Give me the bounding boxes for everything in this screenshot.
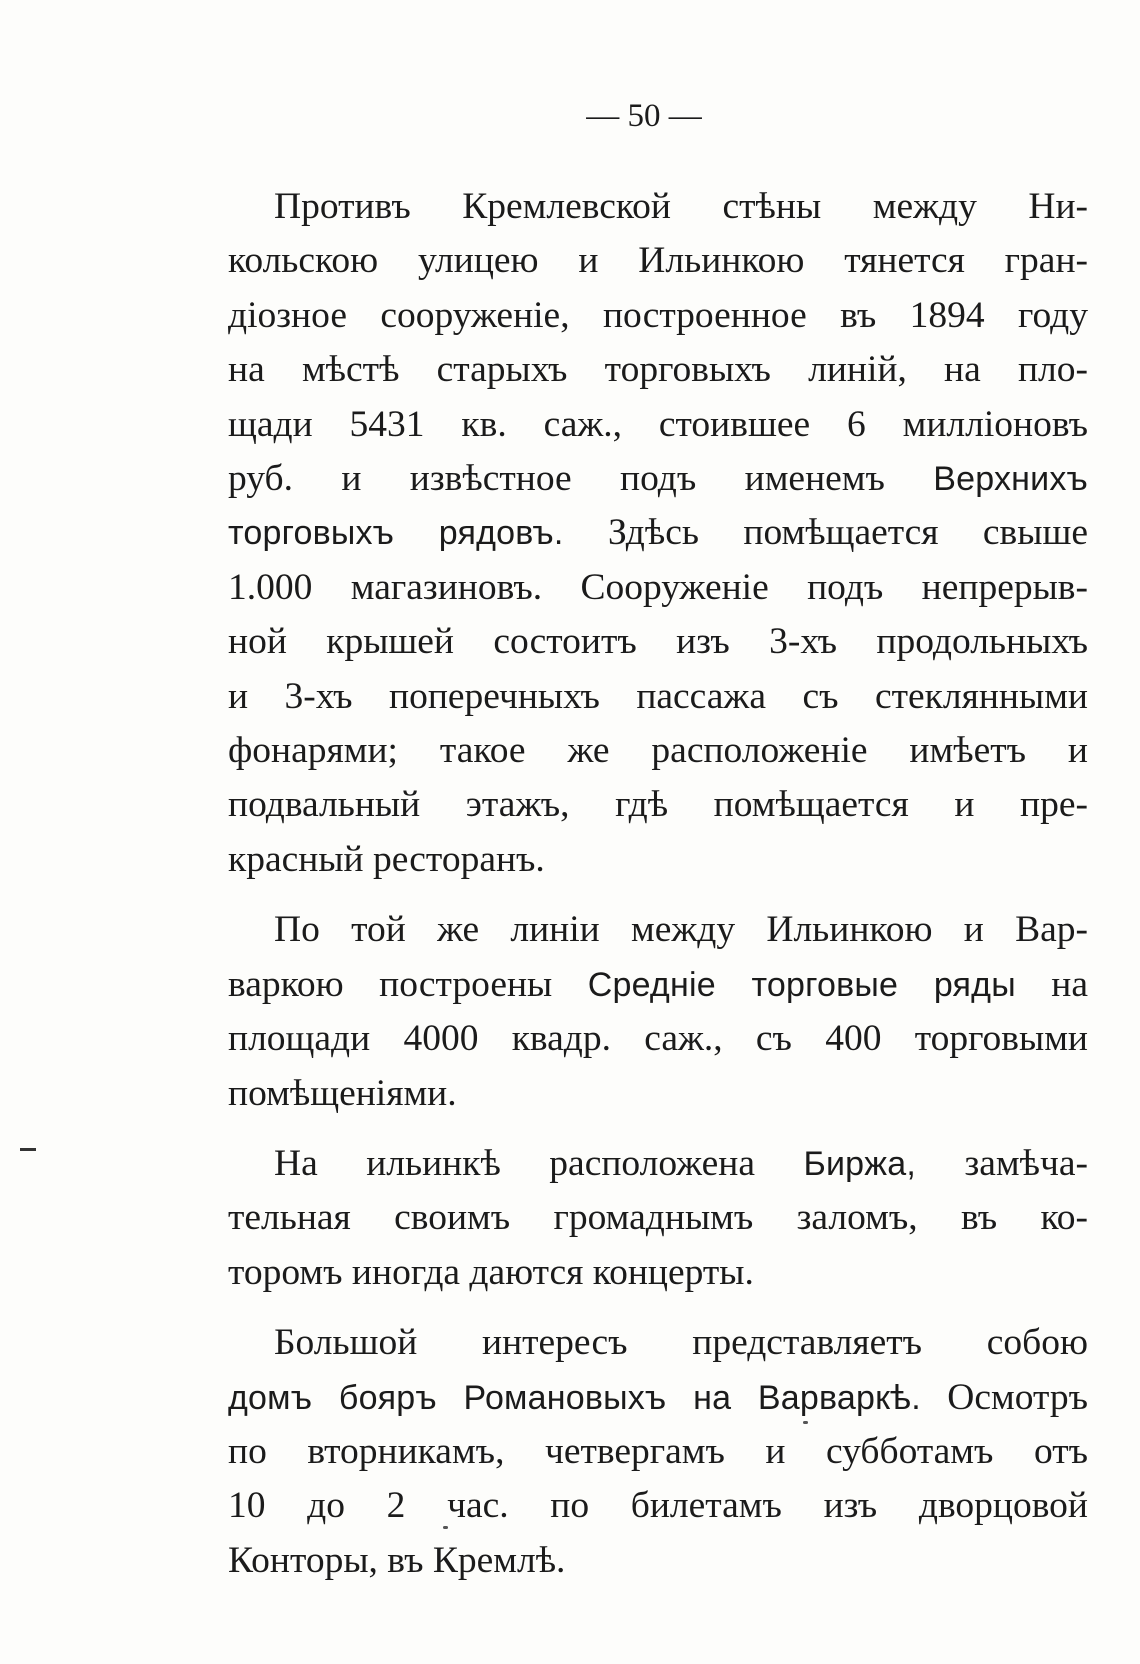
text-run: на мѣстѣ старыхъ торговыхъ линій, на пло- [228,349,1088,391]
text-line [228,1316,1088,1370]
text-run: 10 до 2 час. по билетамъ изъ дворцовой [228,1485,1088,1527]
text-run: По той же линіи между Ильинкою и Вар- [274,909,1088,951]
text-line [228,1371,1088,1425]
text-run: Противъ Кремлевской стѣны между Ни- [274,186,1088,227]
margin-mark [20,1148,36,1151]
highlighted-term: Биржа, [803,1144,916,1183]
text-line [228,724,1088,778]
text-line [228,958,1088,1012]
text-run: и 3-хъ поперечныхъ пассажа съ стеклянными [228,675,1088,717]
text-line [228,670,1088,724]
text-run: красный ресторанъ. [228,838,545,880]
text-line [228,833,1088,887]
text-run: площади 4000 квадр. саж., съ 400 торговыми [228,1018,1088,1060]
text-line [228,1012,1088,1066]
text-run: подвальный этажъ, гдѣ помѣщается и пре- [228,784,1088,826]
text-run: Здѣсь помѣщается свыше [563,512,1088,554]
text-run: ной крышей состоитъ изъ 3-хъ продольныхъ [228,621,1088,663]
text-line [228,1246,1088,1300]
text-run: тельная своимъ громаднымъ заломъ, въ ко- [228,1197,1088,1239]
highlighted-term: Средніе торговые ряды [587,965,1016,1004]
text-run: помѣщеніями. [228,1072,457,1114]
text-run: фонарями; такое же расположеніе имѣетъ и [228,730,1088,772]
text-run: руб. и извѣстное подъ именемъ [228,458,934,500]
text-line [228,903,1088,957]
text-line [228,398,1088,452]
text-line [228,1479,1088,1533]
text-line [228,452,1088,506]
text-run: замѣча- [915,1142,1088,1184]
page-number: — 50 — [586,98,702,134]
text-line [228,615,1088,669]
highlighted-term: Верхнихъ [933,460,1088,499]
text-run: 1.000 магазиновъ. Сооруженіе подъ непрерыв- [228,566,1088,608]
text-run: по вторникамъ, четвергамъ и субботамъ отъ [228,1430,1088,1472]
text-line [228,1534,1088,1588]
text-run: На ильинкѣ расположена [274,1142,804,1184]
text-run: торомъ иногда даются концерты. [228,1251,754,1293]
text-run: Большой интересъ представляетъ собою [274,1322,1088,1364]
text-line [228,1191,1088,1245]
text-run: кольскою улицею и Ильинкою тянется гран- [228,240,1088,282]
highlighted-term: домъ бояръ Романовыхъ на Варваркѣ. [228,1378,921,1417]
highlighted-term: торговыхъ рядовъ. [228,514,564,553]
body-text [228,180,1088,1604]
text-run: на [1015,963,1089,1005]
paragraph [228,1316,1088,1588]
text-line [228,1137,1088,1191]
text-line [228,778,1088,832]
text-line [228,343,1088,397]
text-line [228,234,1088,288]
text-run: щади 5431 кв. саж., стоившее 6 милліоновъ [228,403,1088,445]
paragraph [228,903,1088,1121]
text-run: діозное сооруженіе, построенное въ 1894 году [228,294,1088,336]
paragraph [228,1137,1088,1300]
text-run: Конторы, въ Кремлѣ. [228,1539,566,1581]
ink-speck [803,1421,808,1424]
ink-speck [443,1526,448,1529]
text-line [228,506,1088,560]
text-run: Осмотръ [920,1376,1089,1418]
text-run: варкою построены [228,963,588,1005]
text-line [228,289,1088,343]
text-line [228,561,1088,615]
text-line [228,180,1088,234]
paragraph [228,180,1088,887]
text-line [228,1067,1088,1121]
text-line [228,1425,1088,1479]
